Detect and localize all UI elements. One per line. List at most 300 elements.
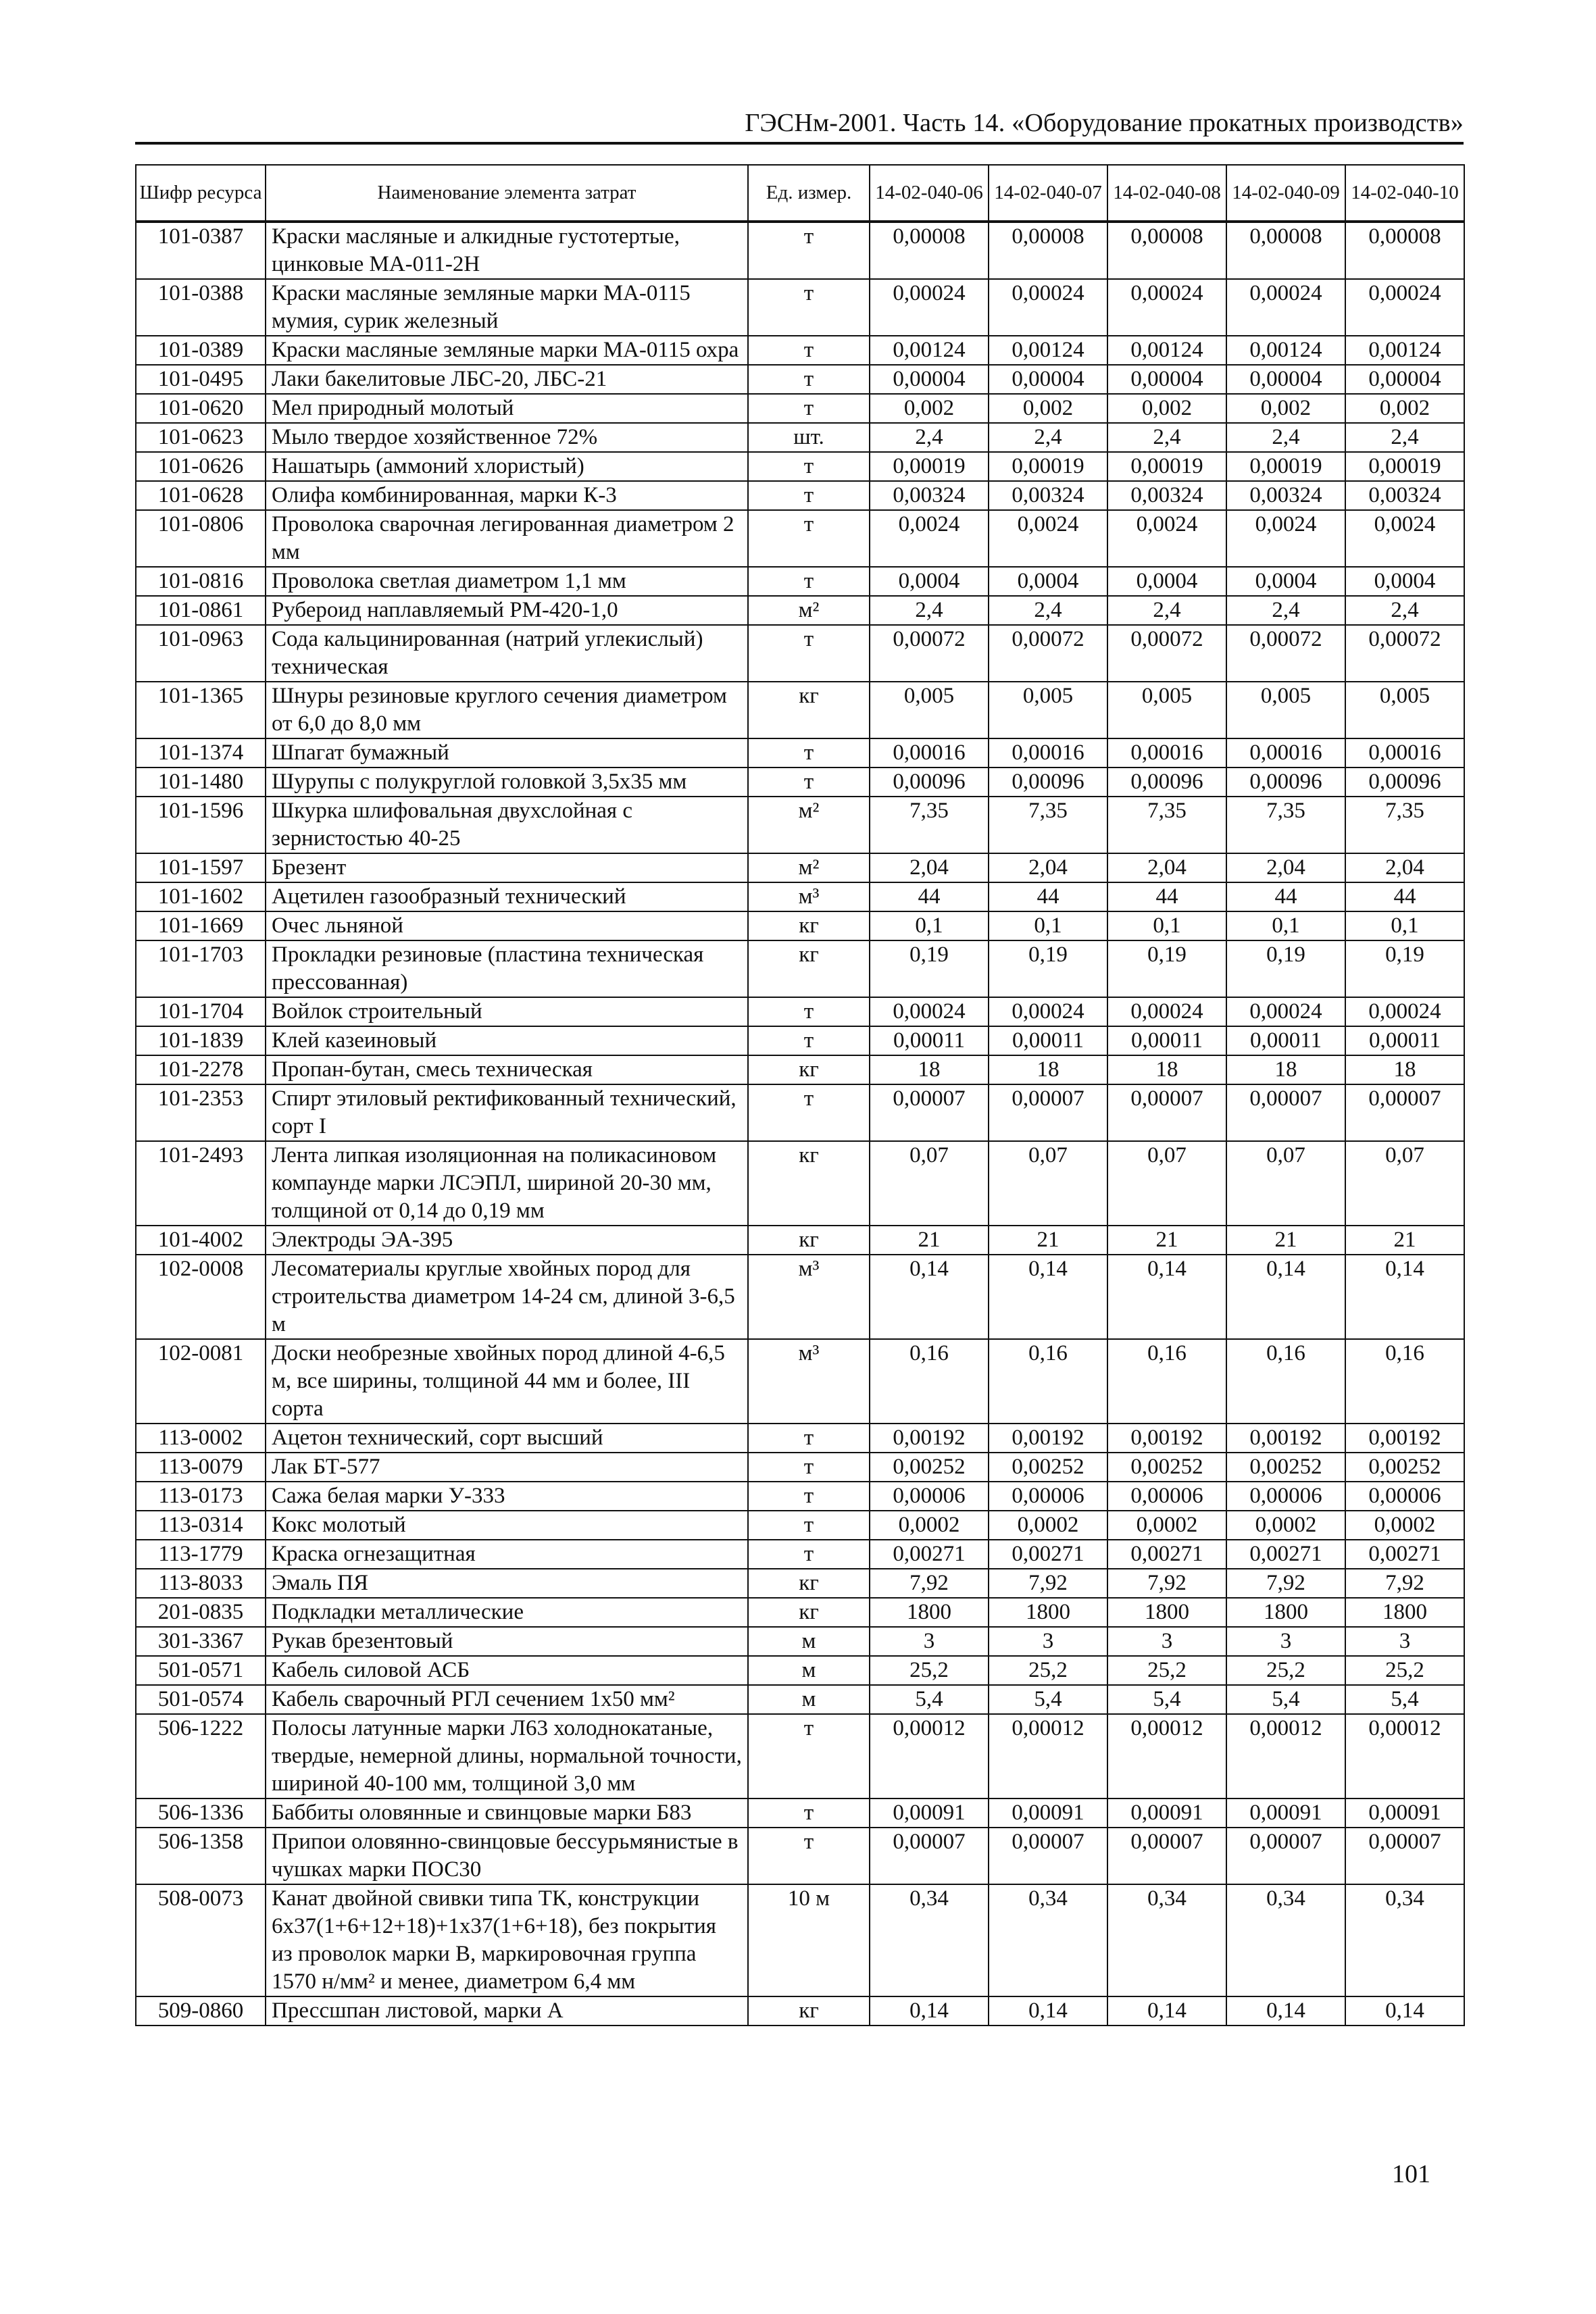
norm-040-08: 0,07 [1107, 1141, 1226, 1226]
resource-code: 101-1365 [136, 682, 266, 738]
norm-040-07: 0,00252 [989, 1453, 1107, 1482]
norm-040-06: 0,0002 [870, 1511, 989, 1540]
norm-040-10: 0,002 [1345, 394, 1464, 423]
norm-040-06: 0,00072 [870, 625, 989, 682]
resource-name: Краски масляные и алкидные густотертые, цинковые МА-011-2Н [266, 222, 748, 279]
col-header-040-08: 14-02-040-08 [1107, 165, 1226, 222]
resource-code: 201-0835 [136, 1598, 266, 1627]
norm-040-09: 25,2 [1226, 1656, 1345, 1685]
norm-040-07: 0,00016 [989, 738, 1107, 768]
norm-040-07: 0,00096 [989, 768, 1107, 797]
norm-040-07: 0,07 [989, 1141, 1107, 1226]
norm-040-06: 7,35 [870, 797, 989, 853]
resource-name: Проволока сварочная легированная диаметром 2 мм [266, 510, 748, 567]
norm-040-06: 0,16 [870, 1339, 989, 1424]
table-header-row [136, 165, 1464, 222]
resource-unit: м [748, 1656, 870, 1685]
norm-040-09: 2,04 [1226, 853, 1345, 882]
norm-040-10: 0,00012 [1345, 1714, 1464, 1799]
norm-040-10: 7,92 [1345, 1569, 1464, 1598]
resource-name: Шурупы с полукруглой головкой 3,5х35 мм [266, 768, 748, 797]
resource-code: 101-1596 [136, 797, 266, 853]
resource-unit: шт. [748, 423, 870, 452]
resource-unit: кг [748, 1055, 870, 1084]
norm-040-09: 0,34 [1226, 1884, 1345, 1996]
resource-name: Мыло твердое хозяйственное 72% [266, 423, 748, 452]
resource-name: Лак БТ-577 [266, 1453, 748, 1482]
norm-040-08: 1800 [1107, 1598, 1226, 1627]
norm-040-09: 0,005 [1226, 682, 1345, 738]
norm-040-08: 0,0004 [1107, 567, 1226, 596]
resource-unit: т [748, 452, 870, 481]
norm-040-10: 0,00324 [1345, 481, 1464, 510]
norm-040-07: 0,14 [989, 1996, 1107, 2026]
norm-040-08: 0,1 [1107, 911, 1226, 940]
resource-name: Краски масляные земляные марки МА-0115 мумия, сурик железный [266, 279, 748, 336]
col-header-name: Наименование элемента затрат [266, 165, 748, 222]
norm-040-10: 0,00252 [1345, 1453, 1464, 1482]
norm-040-07: 2,4 [989, 423, 1107, 452]
norm-040-09: 0,00011 [1226, 1026, 1345, 1055]
norm-040-06: 0,14 [870, 1255, 989, 1339]
norm-040-08: 0,00019 [1107, 452, 1226, 481]
norm-040-09: 0,00096 [1226, 768, 1345, 797]
norm-040-10: 0,00024 [1345, 997, 1464, 1026]
norm-040-10: 0,00007 [1345, 1828, 1464, 1884]
resource-name: Очес льняной [266, 911, 748, 940]
resource-name: Краски масляные земляные марки МА-0115 охра [266, 336, 748, 365]
table-row [136, 567, 1464, 596]
norm-040-06: 2,4 [870, 596, 989, 625]
table-row [136, 365, 1464, 394]
resource-code: 101-1602 [136, 882, 266, 911]
col-header-040-09: 14-02-040-09 [1226, 165, 1345, 222]
table-row [136, 1482, 1464, 1511]
norm-040-06: 0,00024 [870, 279, 989, 336]
norm-040-08: 5,4 [1107, 1685, 1226, 1714]
norm-040-09: 7,92 [1226, 1569, 1345, 1598]
norm-040-10: 0,00008 [1345, 222, 1464, 279]
norm-040-09: 3 [1226, 1627, 1345, 1656]
resource-code: 102-0008 [136, 1255, 266, 1339]
resource-unit: т [748, 1540, 870, 1569]
norm-040-10: 0,0024 [1345, 510, 1464, 567]
resource-unit: т [748, 567, 870, 596]
table-row [136, 1026, 1464, 1055]
table-row [136, 1540, 1464, 1569]
norm-040-07: 0,005 [989, 682, 1107, 738]
norm-040-07: 0,0004 [989, 567, 1107, 596]
resource-name: Проволока светлая диаметром 1,1 мм [266, 567, 748, 596]
norm-040-08: 7,35 [1107, 797, 1226, 853]
norm-040-06: 0,14 [870, 1996, 989, 2026]
norm-040-06: 0,00016 [870, 738, 989, 768]
norm-040-06: 0,34 [870, 1884, 989, 1996]
resource-name: Доски необрезные хвойных пород длиной 4-6,5 м, все ширины, толщиной 44 мм и более, III сорта [266, 1339, 748, 1424]
norm-040-06: 0,00011 [870, 1026, 989, 1055]
norm-040-09: 0,00007 [1226, 1084, 1345, 1141]
norm-040-09: 0,19 [1226, 940, 1345, 997]
col-header-unit: Ед. измер. [748, 165, 870, 222]
resource-code: 506-1358 [136, 1828, 266, 1884]
table-row [136, 222, 1464, 279]
norm-040-06: 0,07 [870, 1141, 989, 1226]
norm-040-09: 0,0024 [1226, 510, 1345, 567]
norm-040-06: 0,00024 [870, 997, 989, 1026]
norm-040-08: 0,16 [1107, 1339, 1226, 1424]
norm-040-08: 0,00011 [1107, 1026, 1226, 1055]
norm-040-06: 0,00096 [870, 768, 989, 797]
norm-040-09: 0,00007 [1226, 1828, 1345, 1884]
resource-name: Подкладки металлические [266, 1598, 748, 1627]
norm-040-10: 0,00192 [1345, 1424, 1464, 1453]
table-row [136, 1339, 1464, 1424]
norm-040-06: 0,00124 [870, 336, 989, 365]
norm-040-07: 0,00004 [989, 365, 1107, 394]
resource-unit: т [748, 279, 870, 336]
norm-040-06: 7,92 [870, 1569, 989, 1598]
resource-code: 101-0816 [136, 567, 266, 596]
norm-040-07: 0,0024 [989, 510, 1107, 567]
resource-name: Брезент [266, 853, 748, 882]
norm-040-09: 0,00192 [1226, 1424, 1345, 1453]
resource-name: Прессшпан листовой, марки А [266, 1996, 748, 2026]
norm-040-09: 0,07 [1226, 1141, 1345, 1226]
resource-name: Кокс молотый [266, 1511, 748, 1540]
norm-040-06: 0,0004 [870, 567, 989, 596]
resource-code: 113-0173 [136, 1482, 266, 1511]
resource-name: Сода кальцинированная (натрий углекислый) техническая [266, 625, 748, 682]
resource-code: 101-2493 [136, 1141, 266, 1226]
norm-040-10: 0,00091 [1345, 1799, 1464, 1828]
norm-040-10: 0,00271 [1345, 1540, 1464, 1569]
resource-name: Лаки бакелитовые ЛБС-20, ЛБС-21 [266, 365, 748, 394]
norm-040-06: 0,00271 [870, 1540, 989, 1569]
table-row [136, 279, 1464, 336]
table-row [136, 1226, 1464, 1255]
resource-unit: м [748, 1627, 870, 1656]
norm-040-07: 0,00324 [989, 481, 1107, 510]
table-row [136, 738, 1464, 768]
resource-name: Прокладки резиновые (пластина техническая прессованная) [266, 940, 748, 997]
norm-040-08: 0,00024 [1107, 997, 1226, 1026]
norm-040-07: 0,00008 [989, 222, 1107, 279]
table-row [136, 882, 1464, 911]
norm-040-10: 5,4 [1345, 1685, 1464, 1714]
norm-040-06: 2,4 [870, 423, 989, 452]
resource-code: 506-1222 [136, 1714, 266, 1799]
norm-040-09: 0,002 [1226, 394, 1345, 423]
table-row [136, 768, 1464, 797]
page-header: ГЭСНм-2001. Часть 14. «Оборудование прокатных производств» [745, 109, 1464, 137]
norm-040-06: 0,005 [870, 682, 989, 738]
norm-040-10: 44 [1345, 882, 1464, 911]
norm-040-08: 0,00096 [1107, 768, 1226, 797]
resource-name: Мел природный молотый [266, 394, 748, 423]
norm-040-10: 0,00024 [1345, 279, 1464, 336]
norm-040-07: 18 [989, 1055, 1107, 1084]
norm-040-09: 0,00006 [1226, 1482, 1345, 1511]
norm-040-10: 1800 [1345, 1598, 1464, 1627]
resource-code: 501-0571 [136, 1656, 266, 1685]
norm-040-10: 0,19 [1345, 940, 1464, 997]
norm-040-06: 0,1 [870, 911, 989, 940]
norm-040-09: 0,00019 [1226, 452, 1345, 481]
resource-code: 101-0861 [136, 596, 266, 625]
resource-name: Электроды ЭА-395 [266, 1226, 748, 1255]
norm-040-07: 0,00124 [989, 336, 1107, 365]
table-row [136, 1714, 1464, 1799]
resource-unit: кг [748, 911, 870, 940]
table-row [136, 1685, 1464, 1714]
table-row [136, 1799, 1464, 1828]
col-header-040-07: 14-02-040-07 [989, 165, 1107, 222]
norm-040-07: 44 [989, 882, 1107, 911]
norm-040-10: 0,00011 [1345, 1026, 1464, 1055]
norm-040-06: 44 [870, 882, 989, 911]
norm-040-09: 0,00072 [1226, 625, 1345, 682]
table-row [136, 1598, 1464, 1627]
table-row [136, 682, 1464, 738]
resource-name: Кабель сварочный РГЛ сечением 1х50 мм² [266, 1685, 748, 1714]
resource-unit: кг [748, 1598, 870, 1627]
table-row [136, 1656, 1464, 1685]
norm-040-09: 5,4 [1226, 1685, 1345, 1714]
resource-code: 501-0574 [136, 1685, 266, 1714]
norm-040-06: 0,00006 [870, 1482, 989, 1511]
norm-040-09: 2,4 [1226, 596, 1345, 625]
norm-040-07: 0,1 [989, 911, 1107, 940]
norm-040-08: 0,00124 [1107, 336, 1226, 365]
norm-040-08: 0,00016 [1107, 738, 1226, 768]
norm-040-06: 0,00252 [870, 1453, 989, 1482]
resource-unit: т [748, 1828, 870, 1884]
norm-040-06: 0,0024 [870, 510, 989, 567]
norm-040-09: 0,0002 [1226, 1511, 1345, 1540]
resource-name: Шнуры резиновые круглого сечения диаметром от 6,0 до 8,0 мм [266, 682, 748, 738]
resource-unit: т [748, 1714, 870, 1799]
norm-040-10: 7,35 [1345, 797, 1464, 853]
norm-040-06: 0,19 [870, 940, 989, 997]
resource-unit: т [748, 738, 870, 768]
norm-040-08: 0,14 [1107, 1255, 1226, 1339]
table-row [136, 1453, 1464, 1482]
norm-040-07: 0,00072 [989, 625, 1107, 682]
resource-unit: т [748, 1453, 870, 1482]
resource-unit: м² [748, 596, 870, 625]
resource-code: 101-0495 [136, 365, 266, 394]
resource-name: Эмаль ПЯ [266, 1569, 748, 1598]
resource-code: 509-0860 [136, 1996, 266, 2026]
resource-code: 101-0388 [136, 279, 266, 336]
resource-name: Канат двойной свивки типа ТК, конструкции 6х37(1+6+12+18)+1х37(1+6+18), без покрытия из проволок марки В, маркировочная группа 1570 н/мм² и менее, диаметром 6,4 мм [266, 1884, 748, 1996]
norm-040-06: 0,00012 [870, 1714, 989, 1799]
norm-040-08: 2,4 [1107, 423, 1226, 452]
resource-name: Лента липкая изоляционная на поликасиновом компаунде марки ЛСЭПЛ, шириной 20-30 мм, толщиной от 0,14 до 0,19 мм [266, 1141, 748, 1226]
norm-040-08: 0,00004 [1107, 365, 1226, 394]
norm-040-06: 25,2 [870, 1656, 989, 1685]
resource-code: 101-4002 [136, 1226, 266, 1255]
table-row [136, 336, 1464, 365]
norm-040-06: 0,00008 [870, 222, 989, 279]
table-row [136, 1996, 1464, 2026]
resource-unit: 10 м [748, 1884, 870, 1996]
norm-040-07: 0,00006 [989, 1482, 1107, 1511]
norm-040-10: 0,00072 [1345, 625, 1464, 682]
resource-code: 113-0002 [136, 1424, 266, 1453]
norm-040-10: 25,2 [1345, 1656, 1464, 1685]
norm-040-08: 25,2 [1107, 1656, 1226, 1685]
resource-name: Кабель силовой АСБ [266, 1656, 748, 1685]
resource-code: 101-1704 [136, 997, 266, 1026]
page-number: 101 [1392, 2160, 1430, 2188]
norm-040-10: 0,0002 [1345, 1511, 1464, 1540]
norm-040-06: 0,00004 [870, 365, 989, 394]
norm-040-06: 5,4 [870, 1685, 989, 1714]
resource-code: 101-1669 [136, 911, 266, 940]
norm-040-06: 3 [870, 1627, 989, 1656]
table-row [136, 940, 1464, 997]
resource-name: Нашатырь (аммоний хлористый) [266, 452, 748, 481]
norm-040-08: 0,00091 [1107, 1799, 1226, 1828]
resource-code: 113-1779 [136, 1540, 266, 1569]
norm-040-10: 0,1 [1345, 911, 1464, 940]
norm-040-07: 0,34 [989, 1884, 1107, 1996]
resource-name: Спирт этиловый ректификованный технический, сорт I [266, 1084, 748, 1141]
norm-040-08: 18 [1107, 1055, 1226, 1084]
norm-040-07: 25,2 [989, 1656, 1107, 1685]
resource-unit: м² [748, 853, 870, 882]
col-header-code: Шифр ресурса [136, 165, 266, 222]
norm-040-07: 0,00011 [989, 1026, 1107, 1055]
norm-040-10: 0,00007 [1345, 1084, 1464, 1141]
resource-code: 101-1839 [136, 1026, 266, 1055]
resource-unit: м² [748, 797, 870, 853]
resource-name: Войлок строительный [266, 997, 748, 1026]
norm-040-10: 2,04 [1345, 853, 1464, 882]
norm-040-06: 21 [870, 1226, 989, 1255]
resource-unit: т [748, 1482, 870, 1511]
norm-040-06: 18 [870, 1055, 989, 1084]
norm-040-10: 0,0004 [1345, 567, 1464, 596]
table-row [136, 394, 1464, 423]
resource-code: 506-1336 [136, 1799, 266, 1828]
norm-040-09: 1800 [1226, 1598, 1345, 1627]
resource-code: 101-0387 [136, 222, 266, 279]
norm-040-08: 0,00192 [1107, 1424, 1226, 1453]
norm-040-10: 3 [1345, 1627, 1464, 1656]
header-divider [135, 142, 1464, 145]
col-header-040-06: 14-02-040-06 [870, 165, 989, 222]
resource-unit: т [748, 1026, 870, 1055]
norm-040-09: 0,16 [1226, 1339, 1345, 1424]
norm-040-09: 0,00252 [1226, 1453, 1345, 1482]
table-row [136, 1569, 1464, 1598]
norm-040-07: 3 [989, 1627, 1107, 1656]
norm-040-09: 0,14 [1226, 1996, 1345, 2026]
table-row [136, 1141, 1464, 1226]
table-row [136, 1884, 1464, 1996]
norm-040-07: 0,00012 [989, 1714, 1107, 1799]
norm-040-08: 2,4 [1107, 596, 1226, 625]
norm-040-09: 0,14 [1226, 1255, 1345, 1339]
norm-040-08: 0,14 [1107, 1996, 1226, 2026]
resource-name: Сажа белая марки У-333 [266, 1482, 748, 1511]
table-row [136, 452, 1464, 481]
norm-040-07: 0,002 [989, 394, 1107, 423]
norm-040-09: 2,4 [1226, 423, 1345, 452]
norm-040-06: 2,04 [870, 853, 989, 882]
resource-name: Лесоматериалы круглые хвойных пород для строительства диаметром 14-24 см, длиной 3-6,5 м [266, 1255, 748, 1339]
norm-040-08: 44 [1107, 882, 1226, 911]
norm-040-10: 2,4 [1345, 596, 1464, 625]
norm-040-07: 2,4 [989, 596, 1107, 625]
norm-040-06: 1800 [870, 1598, 989, 1627]
norm-040-08: 0,00007 [1107, 1084, 1226, 1141]
norm-040-09: 0,00024 [1226, 279, 1345, 336]
resource-code: 101-1480 [136, 768, 266, 797]
norm-040-10: 0,34 [1345, 1884, 1464, 1996]
norm-040-07: 7,92 [989, 1569, 1107, 1598]
norm-040-10: 2,4 [1345, 423, 1464, 452]
norm-040-08: 0,00252 [1107, 1453, 1226, 1482]
resource-name: Припои оловянно-свинцовые бессурьмянистые в чушках марки ПОС30 [266, 1828, 748, 1884]
norm-040-07: 0,00091 [989, 1799, 1107, 1828]
norm-040-10: 0,005 [1345, 682, 1464, 738]
table-row [136, 625, 1464, 682]
norm-040-07: 5,4 [989, 1685, 1107, 1714]
resource-code: 101-0389 [136, 336, 266, 365]
norm-040-06: 0,00324 [870, 481, 989, 510]
norm-040-07: 0,0002 [989, 1511, 1107, 1540]
resource-unit: м³ [748, 1339, 870, 1424]
resource-code: 301-3367 [136, 1627, 266, 1656]
table-row [136, 1511, 1464, 1540]
norm-040-08: 0,005 [1107, 682, 1226, 738]
resource-name: Полосы латунные марки Л63 холоднокатаные, твердые, немерной длины, нормальной точности, шириной 40-100 мм, толщиной 3,0 мм [266, 1714, 748, 1799]
resource-code: 101-1374 [136, 738, 266, 768]
norm-040-08: 0,19 [1107, 940, 1226, 997]
norm-040-09: 0,00091 [1226, 1799, 1345, 1828]
norm-040-08: 2,04 [1107, 853, 1226, 882]
resource-name: Шпагат бумажный [266, 738, 748, 768]
table-row [136, 1627, 1464, 1656]
resource-unit: т [748, 510, 870, 567]
resource-code: 101-0806 [136, 510, 266, 567]
norm-040-09: 0,00124 [1226, 336, 1345, 365]
norm-040-09: 0,00016 [1226, 738, 1345, 768]
norm-040-10: 0,07 [1345, 1141, 1464, 1226]
resource-code: 113-0079 [136, 1453, 266, 1482]
resource-unit: т [748, 1424, 870, 1453]
norm-040-09: 0,00012 [1226, 1714, 1345, 1799]
norm-040-07: 0,00019 [989, 452, 1107, 481]
resource-unit: м [748, 1685, 870, 1714]
resource-unit: т [748, 1799, 870, 1828]
resource-name: Рубероид наплавляемый РМ-420-1,0 [266, 596, 748, 625]
norm-040-10: 18 [1345, 1055, 1464, 1084]
norm-040-10: 0,14 [1345, 1996, 1464, 2026]
norm-040-07: 0,14 [989, 1255, 1107, 1339]
col-header-040-10: 14-02-040-10 [1345, 165, 1464, 222]
norm-040-08: 0,00008 [1107, 222, 1226, 279]
resource-code: 101-0620 [136, 394, 266, 423]
resource-code: 101-0626 [136, 452, 266, 481]
table-row [136, 911, 1464, 940]
resource-code: 101-2353 [136, 1084, 266, 1141]
table-row [136, 853, 1464, 882]
norm-040-08: 0,00271 [1107, 1540, 1226, 1569]
